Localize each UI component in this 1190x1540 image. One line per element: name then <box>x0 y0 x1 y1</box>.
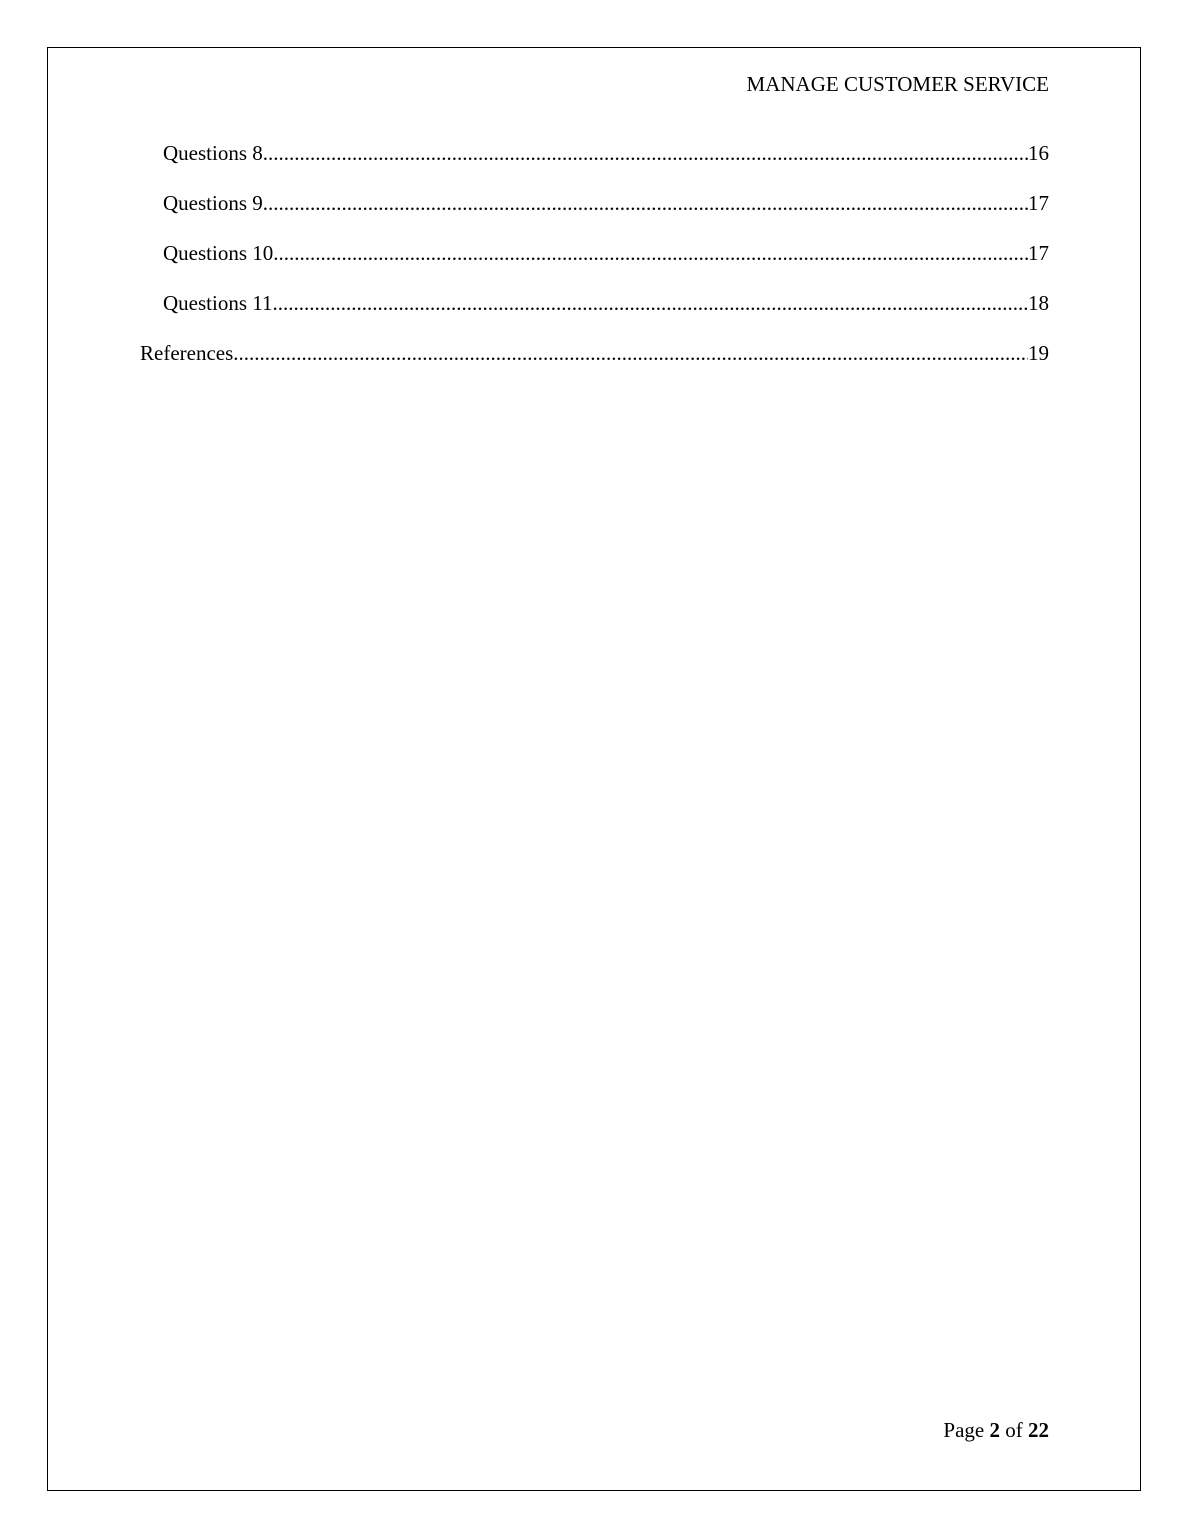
toc-entry-label: Questions 8 <box>163 141 263 165</box>
toc-entry-questions-10[interactable] <box>163 239 1049 267</box>
page-word: Page <box>943 1418 985 1442</box>
toc-entry-questions-8[interactable] <box>163 139 1049 167</box>
toc-entry-questions-9[interactable] <box>163 189 1049 217</box>
toc-entry-page: 17 <box>1028 191 1049 215</box>
toc-entry-page: 16 <box>1028 141 1049 165</box>
total-page-count: 22 <box>1028 1418 1049 1442</box>
toc-entry-questions-11[interactable] <box>163 289 1049 317</box>
toc-entry-page: 18 <box>1028 291 1049 315</box>
toc-entry-label: Questions 10 <box>163 241 274 265</box>
page-number-footer <box>943 1416 1049 1444</box>
toc-dot-leader <box>263 189 1028 217</box>
toc-entry-label: Questions 11 <box>163 291 273 315</box>
toc-dot-leader <box>272 289 1028 317</box>
toc-entry-page: 19 <box>1028 341 1049 365</box>
toc-entry-label: References <box>140 341 234 365</box>
toc-dot-leader <box>273 239 1028 267</box>
toc-entry-references[interactable] <box>140 339 1049 367</box>
of-word: of <box>1005 1418 1023 1442</box>
toc-dot-leader <box>263 139 1028 167</box>
toc-entry-page: 17 <box>1028 241 1049 265</box>
toc-dot-leader <box>233 339 1028 367</box>
toc-entry-label: Questions 9 <box>163 191 263 215</box>
running-header: MANAGE CUSTOMER SERVICE <box>746 72 1049 96</box>
current-page-number: 2 <box>989 1418 1000 1442</box>
